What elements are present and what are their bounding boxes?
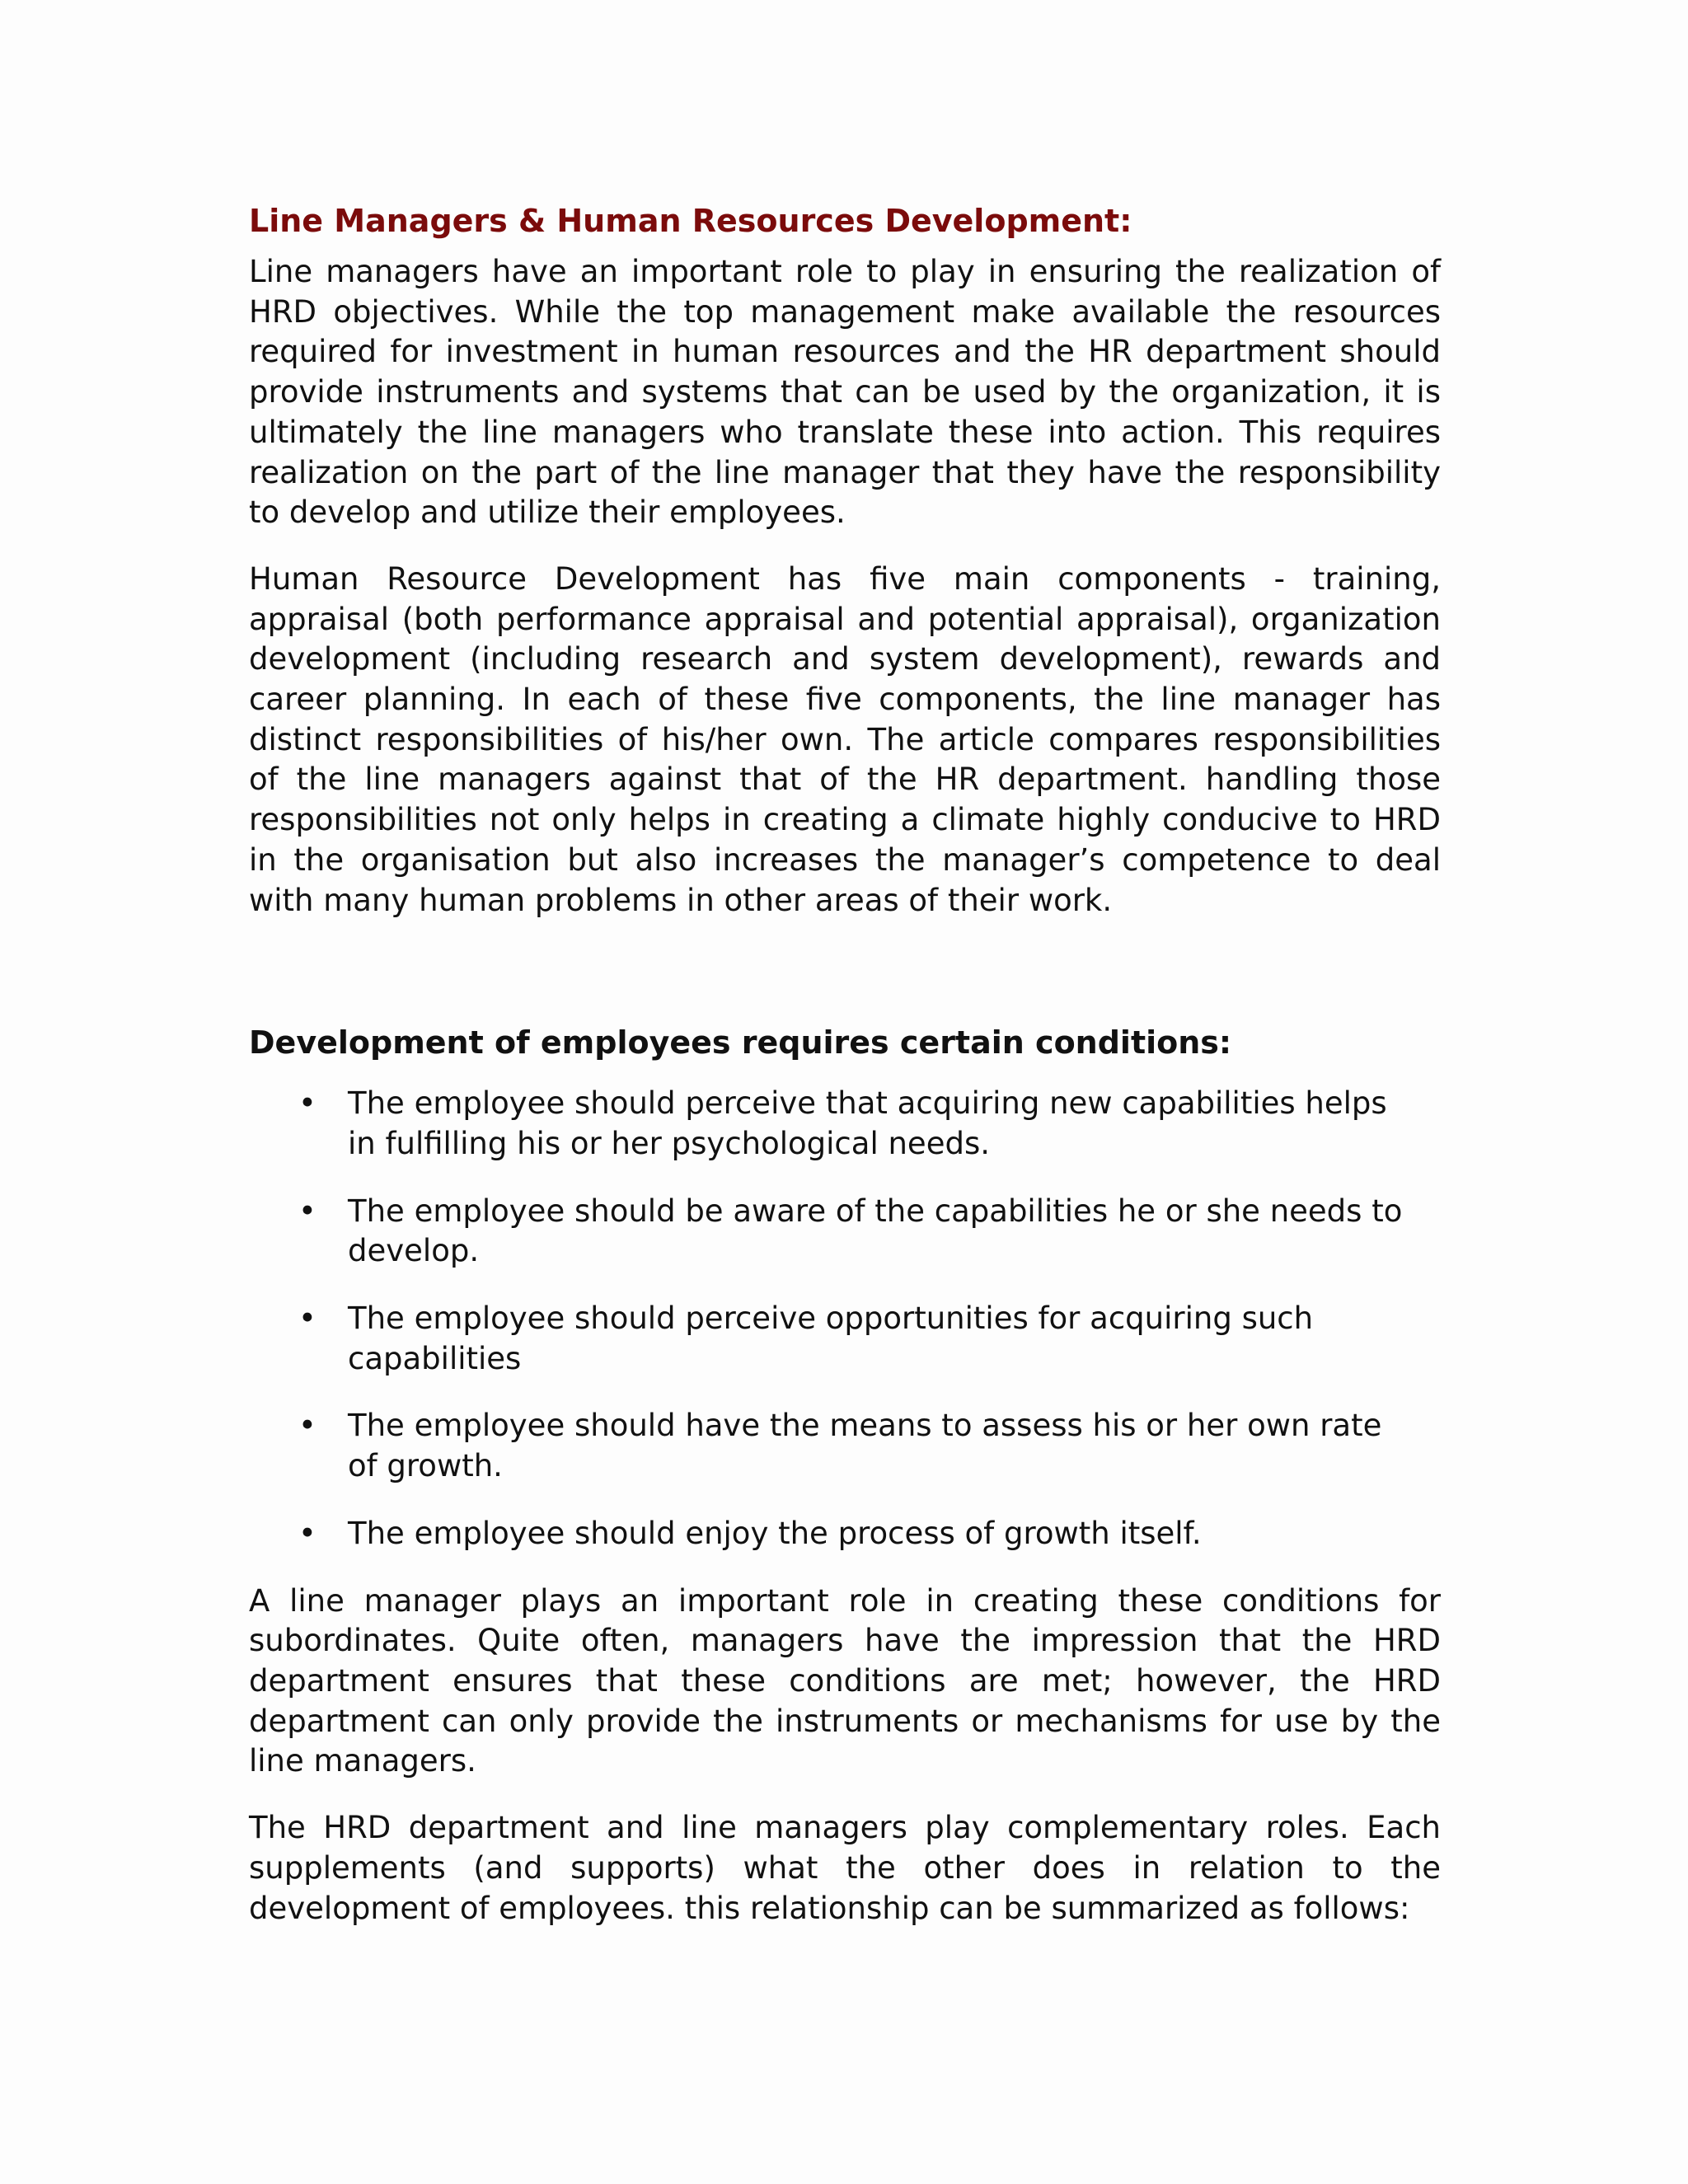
list-item-text: The employee should have the means to assess his or her own rate of growth.: [348, 1408, 1382, 1484]
bullet-icon: •: [298, 1301, 316, 1337]
conditions-list: [249, 1084, 1441, 1554]
bullet-icon: •: [298, 1085, 316, 1122]
list-item-text: The employee should be aware of the capabilities he or she needs to develop.: [348, 1193, 1403, 1269]
paragraph-line-manager-conditions: A line manager plays an important role in creating these conditions for subordinates. Quite often, managers have the impression that the HRD department ensures that these conditions are met; however, the HRD department can only provide the instruments or mechanisms for use by the line managers.: [249, 1582, 1441, 1779]
section-heading-line-managers-hrd: Line Managers & Human Resources Development:: [249, 203, 1132, 239]
list-item: [249, 1406, 1441, 1486]
paragraph-spacer: [249, 1782, 1441, 1808]
bullet-icon: •: [298, 1408, 316, 1444]
bullet-icon: •: [298, 1515, 316, 1551]
paragraph-complementary-roles: The HRD department and line managers play complementary roles. Each supplements (and supports) what the other does in relation to the development of employees. this relationship can be summarized as follows:: [249, 1810, 1441, 1926]
document-page: [249, 198, 1441, 1929]
list-item-text: The employee should enjoy the process of growth itself.: [348, 1515, 1202, 1551]
list-item: [249, 1299, 1441, 1379]
paragraph-spacer: [249, 533, 1441, 560]
list-item: [249, 1084, 1441, 1164]
list-item: [249, 1192, 1441, 1272]
list-item: [249, 1514, 1441, 1554]
paragraph-hrd-components: Human Resource Development has five main components - training, appraisal (both performance appraisal and potential appraisal), organization development (including research and system development), rewards and career planning. In each of these five components, the line manager has distinct responsibilities of his/her own. The article compares responsibilities of the line managers against that of the HR department. handling those responsibilities not only helps in creating a climate highly conducive to HRD in the organisation but also increases the manager’s competence to deal with many human problems in other areas of their work.: [249, 560, 1441, 918]
list-item-text: The employee should perceive that acquiring new capabilities helps in fulfilling his or her psychological needs.: [348, 1085, 1387, 1161]
list-item-text: The employee should perceive opportunities for acquiring such capabilities: [348, 1301, 1314, 1376]
paragraph-line-managers-role: Line managers have an important role to play in ensuring the realization of HRD objectives. While the top management make available the resources required for investment in human resources and the HR department should provide instruments and systems that can be used by the organization, it is ultimately the line managers who translate these into action. This requires realization on the part of the line manager that they have the responsibility to develop and utilize their employees.: [249, 254, 1441, 531]
section-spacer: [249, 921, 1441, 1019]
bullet-icon: •: [298, 1193, 316, 1229]
section-heading-development-conditions: Development of employees requires certain conditions:: [249, 1024, 1232, 1062]
